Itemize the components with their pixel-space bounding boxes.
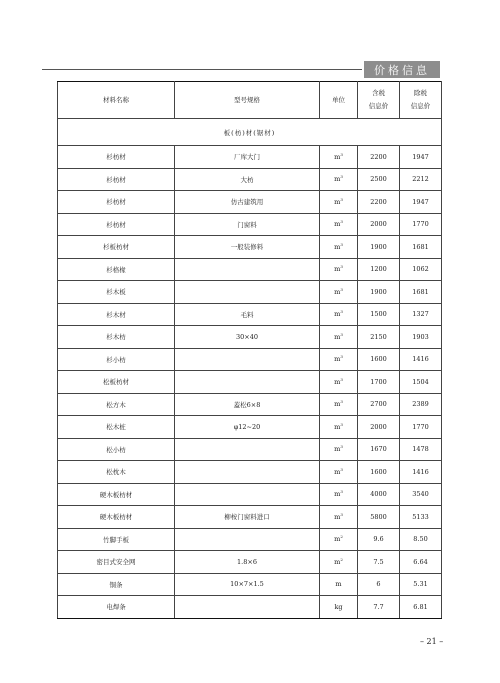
- table-row: [58, 573, 442, 596]
- table-row: [58, 236, 442, 259]
- cell-unit: [320, 393, 358, 416]
- unit-text: m: [334, 400, 341, 409]
- unit-exponent: 2: [340, 534, 343, 540]
- unit-exponent: 3: [340, 376, 343, 382]
- unit-text: m: [334, 332, 341, 341]
- cell-spec: [175, 258, 320, 281]
- cell-price-incl-tax: 1500: [358, 303, 400, 326]
- cell-material-name: 松小枋: [58, 438, 175, 461]
- section-row: [58, 119, 442, 146]
- col-header-incl-tax-line1: 含税: [372, 89, 385, 97]
- cell-material-name: 密目式安全网: [58, 551, 175, 574]
- unit-text: m: [334, 265, 341, 274]
- cell-spec: 10×7×1.5: [175, 573, 320, 596]
- table-row: [58, 371, 442, 394]
- cell-unit: [320, 258, 358, 281]
- col-header-incl-tax-line2: 信息价: [368, 102, 389, 110]
- cell-spec: 仿古建筑用: [175, 191, 320, 214]
- cell-unit: [320, 348, 358, 371]
- cell-unit: [320, 596, 358, 619]
- cell-material-name: 杉格椽: [58, 258, 175, 281]
- cell-material-name: 杉枋材: [58, 168, 175, 191]
- cell-price-incl-tax: 2200: [358, 146, 400, 169]
- cell-price-excl-tax: 1681: [400, 236, 442, 259]
- cell-spec: 门窗料: [175, 213, 320, 236]
- page-number: – 21 –: [420, 637, 444, 646]
- cell-price-excl-tax: 1947: [400, 146, 442, 169]
- table-row: [58, 258, 442, 281]
- cell-price-excl-tax: 1416: [400, 461, 442, 484]
- cell-material-name: 杉木材: [58, 303, 175, 326]
- cell-price-incl-tax: 1700: [358, 371, 400, 394]
- cell-price-incl-tax: 2500: [358, 168, 400, 191]
- cell-price-excl-tax: 3540: [400, 483, 442, 506]
- cell-unit: [320, 551, 358, 574]
- unit-text: m: [334, 197, 341, 206]
- cell-material-name: 电焊条: [58, 596, 175, 619]
- cell-price-incl-tax: 1200: [358, 258, 400, 281]
- cell-material-name: 松枕木: [58, 461, 175, 484]
- cell-spec: 厂库大门: [175, 146, 320, 169]
- unit-text: m: [334, 422, 341, 431]
- cell-price-excl-tax: 5.31: [400, 573, 442, 596]
- col-header-unit: 单位: [320, 82, 358, 119]
- cell-price-incl-tax: 2200: [358, 191, 400, 214]
- cell-unit: [320, 303, 358, 326]
- cell-price-excl-tax: 1947: [400, 191, 442, 214]
- table-row: [58, 506, 442, 529]
- unit-text: m: [334, 377, 341, 386]
- cell-price-incl-tax: 2150: [358, 326, 400, 349]
- unit-exponent: 3: [340, 174, 343, 180]
- cell-price-incl-tax: 2000: [358, 213, 400, 236]
- cell-price-excl-tax: 5133: [400, 506, 442, 529]
- table-row: [58, 438, 442, 461]
- table-row: [58, 168, 442, 191]
- unit-exponent: 3: [340, 421, 343, 427]
- cell-material-name: 杉枋材: [58, 191, 175, 214]
- unit-exponent: 3: [340, 399, 343, 405]
- cell-price-excl-tax: 1770: [400, 213, 442, 236]
- cell-unit: [320, 168, 358, 191]
- table-row: [58, 303, 442, 326]
- cell-price-incl-tax: 1900: [358, 236, 400, 259]
- cell-price-excl-tax: 1327: [400, 303, 442, 326]
- unit-exponent: 3: [340, 309, 343, 315]
- table-row: [58, 191, 442, 214]
- table-row: [58, 326, 442, 349]
- cell-price-incl-tax: 1670: [358, 438, 400, 461]
- unit-exponent: 3: [340, 331, 343, 337]
- cell-unit: [320, 146, 358, 169]
- table-row: [58, 393, 442, 416]
- cell-unit: [320, 191, 358, 214]
- cell-unit: [320, 236, 358, 259]
- unit-exponent: 3: [340, 354, 343, 360]
- cell-price-incl-tax: 9.6: [358, 528, 400, 551]
- unit-text: m: [334, 152, 341, 161]
- cell-unit: [320, 461, 358, 484]
- cell-price-excl-tax: 1416: [400, 348, 442, 371]
- header-rule: [42, 69, 362, 70]
- cell-price-excl-tax: 1478: [400, 438, 442, 461]
- cell-price-incl-tax: 5800: [358, 506, 400, 529]
- table-row: [58, 461, 442, 484]
- cell-material-name: 竹脚手板: [58, 528, 175, 551]
- cell-unit: [320, 506, 358, 529]
- unit-exponent: 3: [340, 264, 343, 270]
- cell-price-incl-tax: 1600: [358, 461, 400, 484]
- table-row: [58, 483, 442, 506]
- unit-exponent: 2: [340, 556, 343, 562]
- table-row: [58, 146, 442, 169]
- unit-exponent: 3: [340, 286, 343, 292]
- col-header-excl-tax-line2: 信息价: [410, 102, 431, 110]
- cell-unit: [320, 281, 358, 304]
- cell-price-excl-tax: 1770: [400, 416, 442, 439]
- unit-text: m: [334, 512, 341, 521]
- unit-text: m: [334, 467, 341, 476]
- section-title: 板(枋)材(锯材): [58, 119, 442, 146]
- col-header-name: 材料名称: [58, 82, 175, 119]
- cell-material-name: 松板枋材: [58, 371, 175, 394]
- cell-spec: [175, 461, 320, 484]
- table-row: [58, 281, 442, 304]
- unit-exponent: 3: [340, 466, 343, 472]
- cell-material-name: 硬木板枋材: [58, 506, 175, 529]
- unit-text: m: [334, 490, 341, 499]
- unit-text: m: [334, 242, 341, 251]
- cell-spec: 1.8×6: [175, 551, 320, 574]
- cell-material-name: 硬木板枋材: [58, 483, 175, 506]
- unit-text: m: [334, 355, 341, 364]
- unit-text: m: [334, 557, 341, 566]
- cell-material-name: 杉木枋: [58, 326, 175, 349]
- price-table: [57, 81, 442, 619]
- cell-spec: 蓋松6×8: [175, 393, 320, 416]
- cell-material-name: 杉枋材: [58, 213, 175, 236]
- cell-spec: [175, 438, 320, 461]
- col-header-excl-tax: [400, 82, 442, 119]
- cell-price-incl-tax: 4000: [358, 483, 400, 506]
- cell-spec: 毛料: [175, 303, 320, 326]
- cell-price-excl-tax: 2212: [400, 168, 442, 191]
- table-row: [58, 213, 442, 236]
- col-header-excl-tax-line1: 除税: [414, 89, 427, 97]
- cell-spec: 大枋: [175, 168, 320, 191]
- cell-price-incl-tax: 1900: [358, 281, 400, 304]
- col-header-spec: 型号规格: [175, 82, 320, 119]
- cell-unit: [320, 573, 358, 596]
- cell-spec: 一般装修料: [175, 236, 320, 259]
- table-row: [58, 551, 442, 574]
- unit-text: m: [334, 175, 341, 184]
- cell-unit: [320, 326, 358, 349]
- cell-material-name: 杉小枋: [58, 348, 175, 371]
- cell-price-excl-tax: 2389: [400, 393, 442, 416]
- cell-price-excl-tax: 6.64: [400, 551, 442, 574]
- cell-unit: [320, 483, 358, 506]
- cell-material-name: 松方木: [58, 393, 175, 416]
- cell-spec: [175, 483, 320, 506]
- unit-exponent: 3: [340, 444, 343, 450]
- unit-text: m: [334, 220, 341, 229]
- table-row: [58, 596, 442, 619]
- unit-exponent: 3: [340, 241, 343, 247]
- cell-price-excl-tax: 1062: [400, 258, 442, 281]
- cell-unit: [320, 438, 358, 461]
- cell-price-excl-tax: 1504: [400, 371, 442, 394]
- cell-price-excl-tax: 1903: [400, 326, 442, 349]
- cell-spec: 30×40: [175, 326, 320, 349]
- unit-exponent: 3: [340, 219, 343, 225]
- section-badge: 价格信息: [364, 61, 440, 78]
- unit-exponent: 3: [340, 151, 343, 157]
- table-header-row: [58, 82, 442, 119]
- cell-spec: [175, 281, 320, 304]
- cell-spec: φ12~20: [175, 416, 320, 439]
- unit-text: m: [334, 535, 341, 544]
- cell-spec: [175, 596, 320, 619]
- col-header-incl-tax: [358, 82, 400, 119]
- cell-price-excl-tax: 8.50: [400, 528, 442, 551]
- cell-material-name: 杉木板: [58, 281, 175, 304]
- unit-exponent: 3: [340, 489, 343, 495]
- unit-text: m: [334, 310, 341, 319]
- cell-material-name: 铜条: [58, 573, 175, 596]
- cell-price-incl-tax: 1600: [358, 348, 400, 371]
- cell-material-name: 松木桩: [58, 416, 175, 439]
- unit-exponent: 3: [340, 196, 343, 202]
- unit-text: m: [334, 445, 341, 454]
- cell-unit: [320, 416, 358, 439]
- cell-spec: 柳桉门窗料进口: [175, 506, 320, 529]
- cell-price-excl-tax: 6.81: [400, 596, 442, 619]
- cell-unit: [320, 528, 358, 551]
- cell-price-incl-tax: 7.7: [358, 596, 400, 619]
- cell-material-name: 杉板枋材: [58, 236, 175, 259]
- cell-material-name: 杉枋材: [58, 146, 175, 169]
- cell-spec: [175, 371, 320, 394]
- cell-spec: [175, 528, 320, 551]
- table-row: [58, 416, 442, 439]
- cell-unit: [320, 371, 358, 394]
- cell-unit: [320, 213, 358, 236]
- table-row: [58, 348, 442, 371]
- table-row: [58, 528, 442, 551]
- unit-text: m: [334, 287, 341, 296]
- cell-price-incl-tax: 6: [358, 573, 400, 596]
- cell-price-incl-tax: 2700: [358, 393, 400, 416]
- unit-text: m: [335, 580, 342, 589]
- cell-price-incl-tax: 7.5: [358, 551, 400, 574]
- cell-price-incl-tax: 2000: [358, 416, 400, 439]
- cell-spec: [175, 348, 320, 371]
- unit-exponent: 3: [340, 511, 343, 517]
- cell-price-excl-tax: 1681: [400, 281, 442, 304]
- unit-text: kg: [334, 602, 343, 611]
